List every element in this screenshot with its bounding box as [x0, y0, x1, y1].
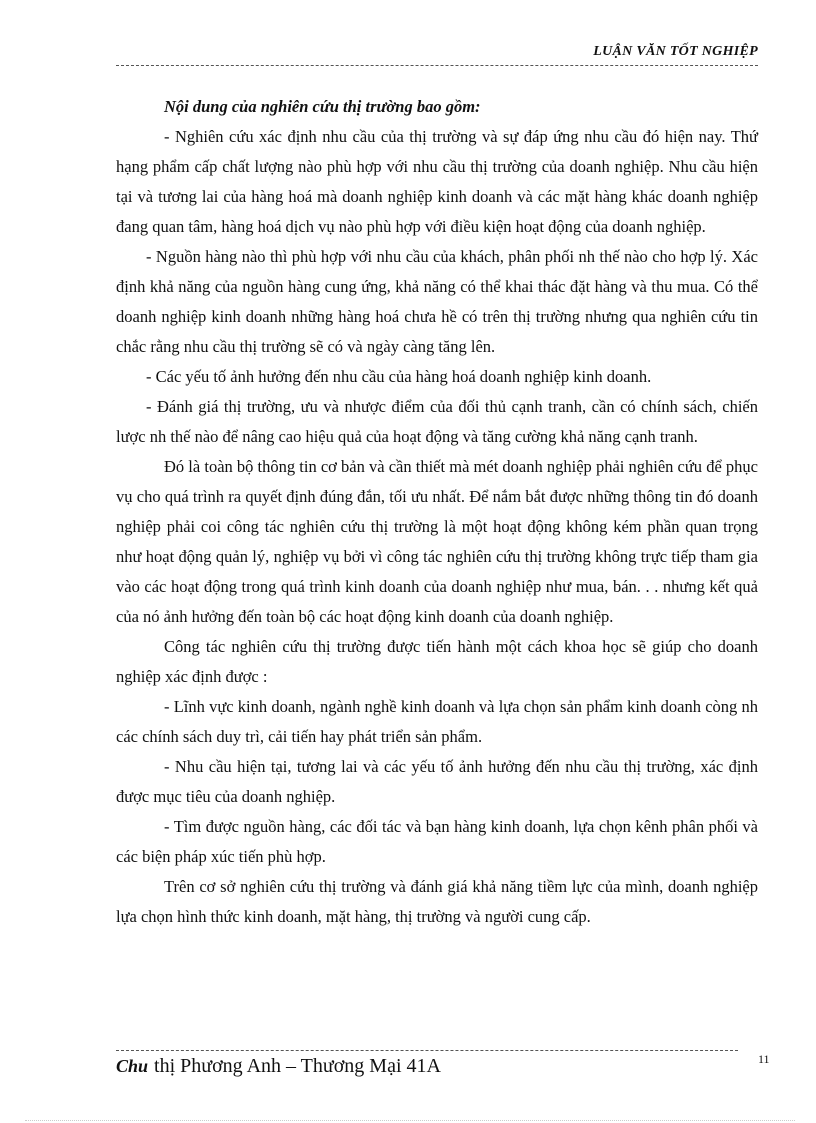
footer-divider — [116, 1050, 738, 1051]
footer-author-name: thị Phương Anh – Thương Mại 41A — [154, 1055, 441, 1077]
paragraph-5: Đó là toàn bộ thông tin cơ bản và cần thiết mà mét doanh nghiệp phải nghiên cứu để phục vụ cho quá trình ra quyết định đúng đắn, tối ưu nhất. Để nắm bắt được những thông tin đó doanh nghiệp phải coi công tác nghiên cứu thị trường là một hoạt động không kém phần quan trọng như hoạt động quản lý, nghiệp vụ bởi vì công tác nghiên cứu thị trường không trực tiếp tham gia vào các hoạt động trong quá trình kinh doanh của doanh nghiệp như mua, bán. . . nhưng kết quả của nó ảnh hưởng đến toàn bộ các hoạt động kinh doanh của doanh nghiệp. — [116, 457, 758, 626]
paragraph-2: - Nguồn hàng nào thì phù hợp với nhu cầu của khách, phân phối nh thế nào cho hợp lý. Xác định khả năng của nguồn hàng cung ứng, khả năng có thể khai thác đặt hàng và thu mua. Có thể doanh nghiệp kinh doanh những hàng hoá chưa hề có trên thị trường nhưng qua nghiên cứu tin chắc rằng nhu cầu thị trường sẽ có và ngày càng tăng lên. — [116, 247, 758, 356]
paragraph-3: - Các yếu tố ảnh hưởng đến nhu cầu của hàng hoá doanh nghiệp kinh doanh. — [146, 367, 652, 386]
paragraph-9: - Tìm được nguồn hàng, các đối tác và bạn hàng kinh doanh, lựa chọn kênh phân phối và các biện pháp xúc tiến phù hợp. — [116, 817, 758, 866]
paragraph-10: Trên cơ sở nghiên cứu thị trường và đánh giá khả năng tiềm lực của mình, doanh nghiệp lựa chọn hình thức kinh doanh, mặt hàng, thị trường và người cung cấp. — [116, 877, 758, 926]
page-number: 11 — [758, 1052, 770, 1066]
footer-author — [116, 1055, 441, 1078]
paragraph-1: - Nghiên cứu xác định nhu cầu của thị trường và sự đáp ứng nhu cầu đó hiện nay. Thứ hạng phẩm cấp chất lượng nào phù hợp với nhu cầu thị trường của doanh nghiệp. Nhu cầu hiện tại và tương lai của hàng hoá mà doanh nghiệp kinh doanh và các mặt hàng khác doanh nghiệp đang quan tâm, hàng hoá dịch vụ nào phù hợp với điều kiện hoạt động của doanh nghiệp. — [116, 127, 758, 236]
document-header-title: LUẬN VĂN TỐT NGHIỆP — [593, 44, 758, 59]
header-divider — [116, 65, 758, 66]
footer-author-script: Chu — [116, 1056, 149, 1076]
paragraph-4: - Đánh giá thị trường, ưu và nhược điểm của đối thủ cạnh tranh, cần có chính sách, chiến lược nh thế nào để nâng cao hiệu quả của hoạt động và tăng cường khả năng cạnh tranh. — [116, 397, 758, 446]
paragraph-7: - Lĩnh vực kinh doanh, ngành nghề kinh doanh và lựa chọn sản phẩm kinh doanh còng nh các chính sách duy trì, cải tiến hay phát triển sản phẩm. — [116, 697, 758, 746]
document-body — [116, 92, 758, 932]
section-heading: Nội dung của nghiên cứu thị trường bao gồm: — [164, 97, 481, 116]
page-bottom-edge — [25, 1120, 795, 1121]
paragraph-8: - Nhu cầu hiện tại, tương lai và các yếu tố ảnh hưởng đến nhu cầu thị trường, xác định được mục tiêu của doanh nghiệp. — [116, 757, 758, 806]
paragraph-6: Công tác nghiên cứu thị trường được tiến hành một cách khoa học sẽ giúp cho doanh nghiệp xác định được : — [116, 637, 758, 686]
